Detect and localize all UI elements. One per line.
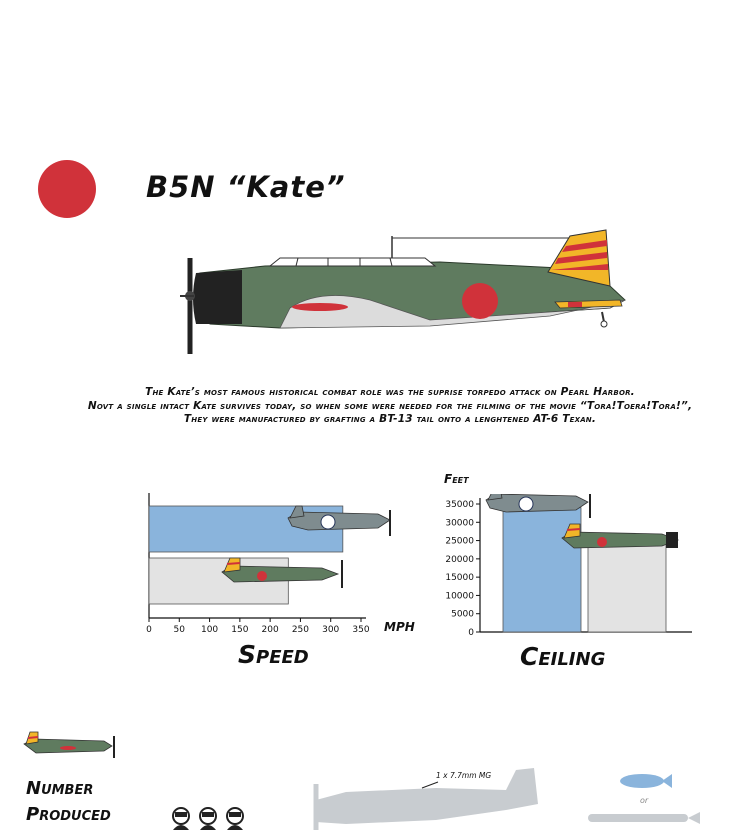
- caption-line: They were manufactured by grafting a BT-13 tail onto a lenghtened AT-6 Texan.: [183, 413, 597, 425]
- speed-tick-label: 50: [173, 625, 186, 635]
- kate-small-icon: [562, 524, 678, 548]
- ceiling-tick-label: 25000: [445, 536, 474, 547]
- speed-tick-label: 150: [231, 625, 249, 635]
- ceiling-bar-kate: [588, 541, 666, 632]
- number-produced-line: Produced: [26, 804, 111, 825]
- torpedo-icon: [584, 810, 704, 826]
- ceiling-tick-label: 5000: [451, 609, 474, 620]
- ceiling-tick-label: 15000: [445, 573, 474, 584]
- caption-line: The Kate’s most famous historical combat role was the suprise torpedo attack on Pearl Harbor.: [145, 386, 635, 398]
- ceiling-unit-label: Feet: [444, 472, 469, 486]
- number-produced-label: [26, 776, 111, 828]
- speed-title: Speed: [238, 640, 309, 669]
- speed-tick-label: 0: [146, 625, 152, 635]
- history-caption: [40, 386, 736, 427]
- bomb-icon: [616, 772, 676, 790]
- ceiling-tick-label: 0: [468, 628, 474, 638]
- pilot-icon: [200, 808, 216, 830]
- speed-tick-label: 200: [261, 625, 279, 635]
- speed-tick-label: 300: [322, 625, 340, 635]
- mg-label: 1 x 7.7mm MG: [436, 771, 492, 780]
- or-label: or: [640, 796, 649, 805]
- ceiling-title: Ceiling: [520, 642, 606, 671]
- kate-thumbnail-icon: [20, 730, 120, 760]
- speed-unit-label: MPH: [384, 620, 415, 634]
- ceiling-chart: [436, 494, 706, 644]
- caption-line: Novt a single intact Kate survives today, so when some were needed for the filming of the movie “Tora!Toera!Tora!”,: [87, 399, 693, 412]
- pilot-icons: [170, 806, 250, 830]
- ceiling-tick-label: 35000: [445, 500, 474, 510]
- speed-chart: [130, 488, 430, 638]
- ceiling-tick-label: 10000: [445, 591, 474, 602]
- ceiling-tick-label: 20000: [445, 554, 474, 565]
- pilot-icon: [173, 808, 189, 830]
- kate-aircraft-illustration: [170, 228, 640, 358]
- hinomaru-roundel: [38, 160, 96, 218]
- ceiling-tick-label: 30000: [445, 518, 474, 529]
- pilot-icon: [227, 808, 243, 830]
- kate-silhouette-armament: [306, 764, 546, 830]
- speed-tick-label: 100: [200, 625, 219, 635]
- speed-tick-label: 350: [352, 625, 370, 635]
- speed-tick-label: 250: [291, 625, 310, 635]
- number-produced-line: Number: [26, 778, 94, 799]
- page-title: B5N “Kate”: [146, 170, 346, 204]
